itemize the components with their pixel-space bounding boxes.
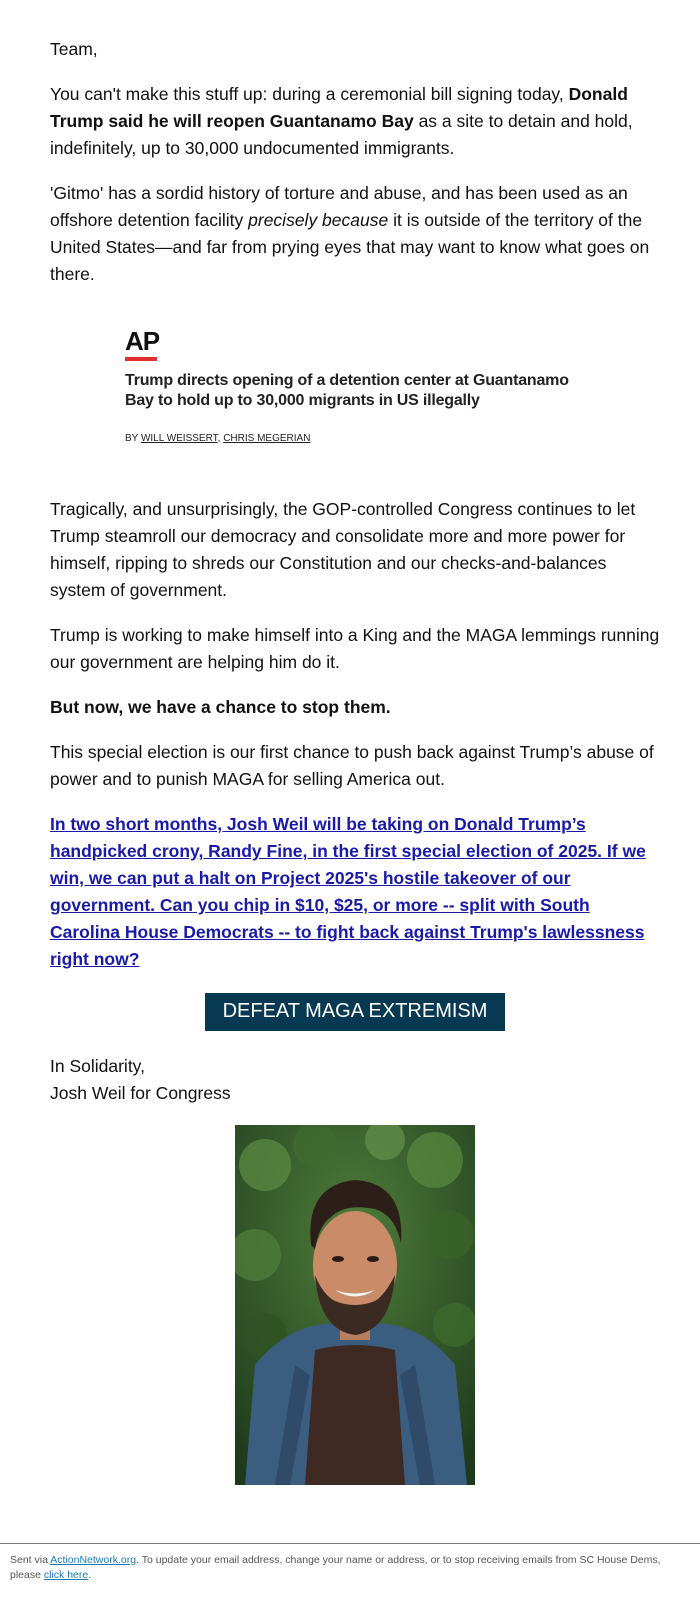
paragraph-cta xyxy=(50,811,660,973)
donate-button-wrap xyxy=(50,993,660,1031)
ap-byline-prefix: BY xyxy=(125,433,139,444)
unsubscribe-link[interactable]: click here xyxy=(43,1569,89,1581)
ap-article-image[interactable] xyxy=(125,328,595,458)
email-body xyxy=(50,36,660,1493)
footer-divider xyxy=(0,1543,700,1544)
paragraph-king: Trump is working to make himself into a King and the MAGA lemmings running our government are helping him do it. xyxy=(50,625,660,672)
greeting: Team, xyxy=(50,39,98,59)
ap-author-separator: , xyxy=(217,433,221,444)
ap-byline xyxy=(125,425,595,452)
ap-author-2: CHRIS MEGERIAN xyxy=(223,433,311,444)
paragraph-stop-them xyxy=(50,694,660,721)
p1-post: as a site to detain and hold, indefinitely, up to 30,000 undocumented immigrants. xyxy=(50,111,633,158)
stop-them-bold: But now, we have a chance to stop them. xyxy=(50,697,391,717)
footer-end: . xyxy=(88,1569,92,1581)
paragraph-gop-congress: Tragically, and unsurprisingly, the GOP-controlled Congress continues to let Trump steamroll our democracy and consolidate more and more power for himself, ripping to shreds our Constitution and our checks-and-balances system of government. xyxy=(50,499,636,600)
candidate-photo xyxy=(235,1125,475,1485)
ap-logo-underline xyxy=(125,357,157,361)
p2-post: it is outside of the territory of the United States—and far from prying eyes that may want to know what goes on there. xyxy=(50,210,650,284)
ap-author-1: WILL WEISSERT xyxy=(140,433,218,444)
p2-pre: 'Gitmo' has a sordid history of torture and abuse, and has been used as an offshore detention facility xyxy=(50,183,628,230)
candidate-photo-illustration xyxy=(235,1125,475,1485)
ap-headline: Trump directs opening of a detention center at Guantanamo Bay to hold up to 30,000 migrants in US illegally xyxy=(125,372,569,409)
closing: In Solidarity, xyxy=(50,1056,145,1076)
p1-bold: Donald Trump said he will reopen Guantanamo Bay xyxy=(50,84,628,131)
photo-wrap xyxy=(50,1125,660,1493)
p1-pre: You can't make this stuff up: during a ceremonial bill signing today, xyxy=(50,84,569,104)
footer-sent-via: Sent via xyxy=(10,1554,51,1566)
ap-logo: AP xyxy=(125,326,160,356)
paragraph-special-election: This special election is our first chance to push back against Trump’s abuse of power and to punish MAGA for selling America out. xyxy=(50,742,654,789)
paragraph-gitmo-reopen xyxy=(50,81,660,162)
paragraph-gitmo-history xyxy=(50,180,660,288)
actionnetwork-link[interactable]: ActionNetwork.org xyxy=(50,1554,137,1566)
p2-italic: precisely because xyxy=(248,210,389,230)
signature: Josh Weil for Congress xyxy=(50,1083,231,1103)
footer-middle: . To update your email address, change your name or address, or to stop receiving emails from SC House Dems, please xyxy=(10,1554,661,1581)
footer xyxy=(10,1553,690,1583)
defeat-maga-button[interactable]: DEFEAT MAGA EXTREMISM xyxy=(205,993,505,1031)
donate-cta-link[interactable]: In two short months, Josh Weil will be taking on Donald Trump’s handpicked crony, Randy Fine, in the first special election of 2025. If we win, we can put a halt on Project 2025's hostile takeover of our government. Can you chip in $10, $25, or more -- split with South Carolina House Democrats -- to fight back against Trump's lawlessness right now? xyxy=(50,814,646,969)
